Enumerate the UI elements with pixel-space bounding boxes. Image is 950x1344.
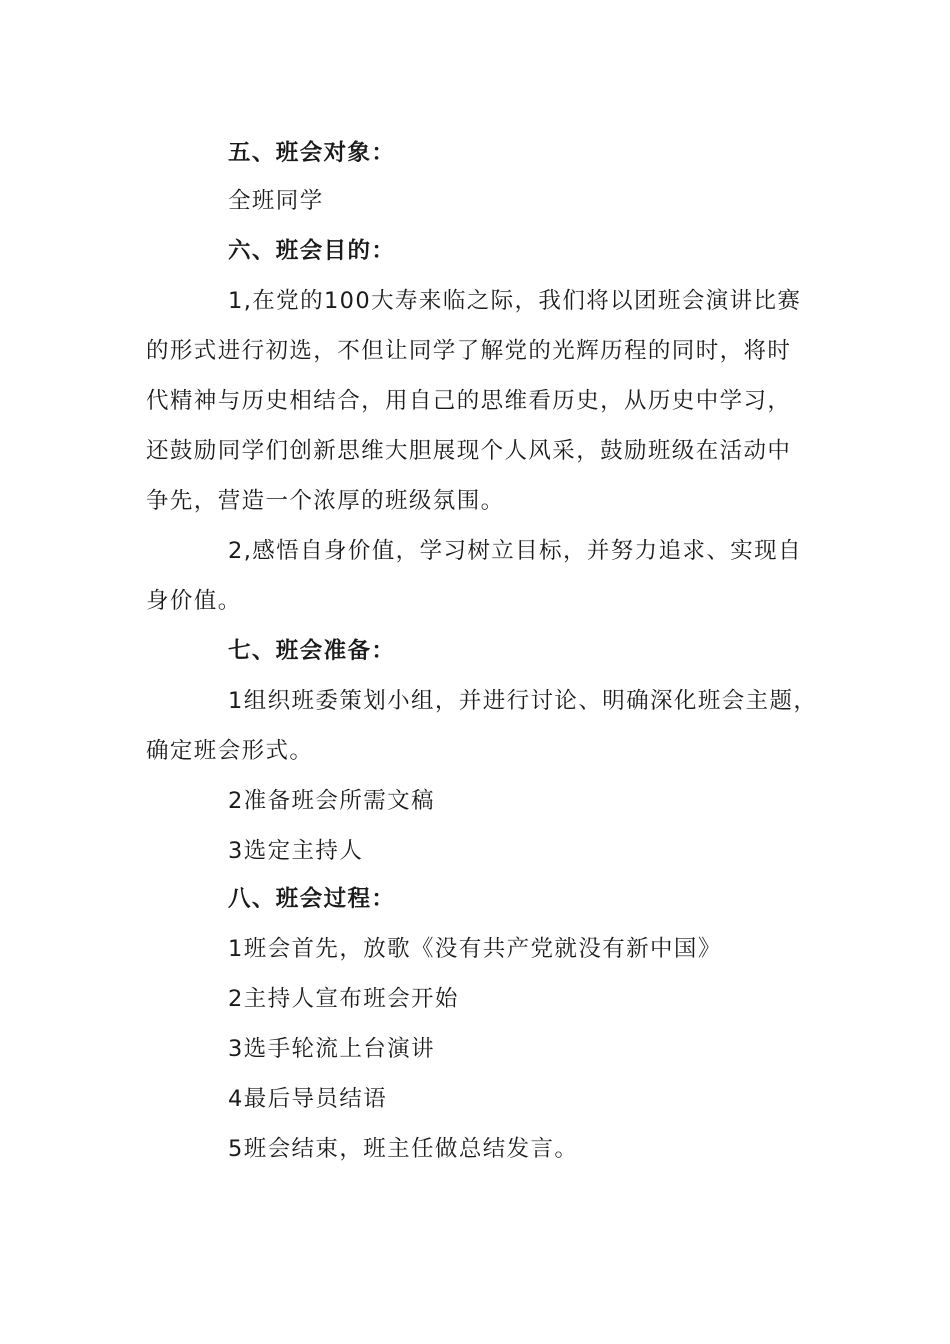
paragraph-line: 3选手轮流上台演讲: [228, 1036, 435, 1062]
paragraph-line: 1班会首先，放歌《没有共产党就没有新中国》: [228, 936, 722, 962]
paragraph-line: 争先，营造一个浓厚的班级氛围。: [146, 488, 505, 514]
section-heading-process: 八、班会过程：: [228, 886, 396, 912]
paragraph-line: 身价值。: [146, 588, 242, 614]
paragraph-line: 的形式进行初选，不但让同学了解党的光辉历程的同时，将时: [146, 338, 792, 364]
section-heading-target: 五、班会对象：: [228, 140, 396, 166]
paragraph-line: 2主持人宣布班会开始: [228, 986, 459, 1012]
paragraph-line: 代精神与历史相结合，用自己的思维看历史，从历史中学习，: [146, 388, 792, 414]
section-heading-purpose: 六、班会目的：: [228, 238, 396, 264]
paragraph-line: 确定班会形式。: [146, 738, 314, 764]
paragraph-line: 1组织班委策划小组，并进行讨论、明确深化班会主题，: [228, 688, 818, 714]
paragraph-line: 3选定主持人: [228, 838, 364, 864]
section-heading-preparation: 七、班会准备：: [228, 638, 396, 664]
paragraph-line: 全班同学: [228, 188, 324, 214]
paragraph-line: 5班会结束，班主任做总结发言。: [228, 1136, 579, 1162]
paragraph-line: 2准备班会所需文稿: [228, 788, 435, 814]
paragraph-line: 还鼓励同学们创新思维大胆展现个人风采，鼓励班级在活动中: [146, 438, 792, 464]
paragraph-line: 4最后导员结语: [228, 1086, 388, 1112]
paragraph-line: 2,感悟自身价值，学习树立目标，并努力追求、实现自: [228, 538, 802, 564]
paragraph-line: 1,在党的100大寿来临之际，我们将以团班会演讲比赛: [228, 288, 802, 314]
